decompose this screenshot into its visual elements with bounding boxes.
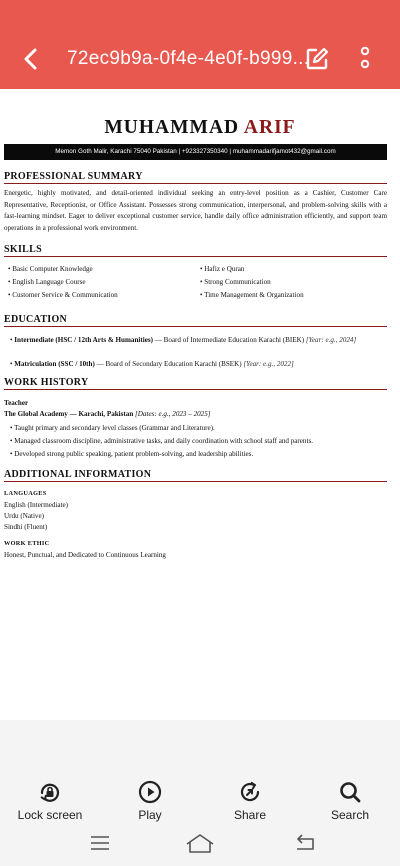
document-title: 72ec9b9a-0f4e-4e0f-b999... xyxy=(67,48,310,69)
skills-heading: SKILLS xyxy=(4,244,387,257)
first-name: MUHAMMAD xyxy=(104,117,240,138)
ethic-text: Honest, Punctual, and Dedicated to Continuous Learning xyxy=(4,551,166,559)
skill-item: • Time Management & Organization xyxy=(200,291,304,299)
education-item: • Intermediate (HSC / 12th Arts & Humanities) — Board of Intermediate Education Karachi (BIEK) [Year: e.g., 2024] xyxy=(10,336,357,344)
skill-item: • English Language Course xyxy=(8,278,86,286)
summary-text: Energetic, highly motivated, and detail-oriented individual seeking an entry-level position as a Cashier, Customer Care Representative, Receptionist, or Office Assistant. Possesses strong communication, interpersonal, and problem-solving skills with a fast-learning mindset. Eager to deliver exceptional customer service, handle daily office administration efficiently, and support team operations in a professional work environment. xyxy=(4,189,387,232)
languages-heading: LANGUAGES xyxy=(4,490,47,497)
skill-item: • Hafiz e Quran xyxy=(200,265,245,273)
share-label: Share xyxy=(233,808,267,822)
duty-item: • Managed classroom discipline, administrative tasks, and daily coordination with school staff and parents. xyxy=(10,437,313,445)
lock-screen-label: Lock screen xyxy=(17,808,83,822)
search-icon xyxy=(338,780,362,804)
skill-item: • Strong Communication xyxy=(200,278,271,286)
employer: The Global Academy — Karachi, Pakistan [Dates: e.g., 2023 – 2025] xyxy=(4,410,211,418)
lock-rotation-icon xyxy=(38,780,62,804)
lock-screen-button[interactable] xyxy=(0,780,100,822)
back-nav-icon[interactable] xyxy=(285,831,325,855)
search-label: Search xyxy=(330,808,370,822)
resume-document xyxy=(0,89,400,720)
share-button[interactable] xyxy=(200,780,300,822)
skill-item: • Customer Service & Communication xyxy=(8,291,118,299)
edit-icon[interactable] xyxy=(305,47,329,71)
play-icon xyxy=(138,780,162,804)
skill-item: • Basic Computer Knowledge xyxy=(8,265,93,273)
duty-item: • Taught primary and secondary level classes (Grammar and Literature). xyxy=(10,424,215,432)
more-vert-icon[interactable] xyxy=(356,46,374,72)
education-item: • Matriculation (SSC / 10th) — Board of Secondary Education Karachi (BSEK) [Year: e.g., 2022] xyxy=(10,360,294,368)
education-heading: EDUCATION xyxy=(4,314,387,327)
bottom-toolbar xyxy=(0,720,400,866)
duty-item: • Developed strong public speaking, patient problem-solving, and leadership abilities. xyxy=(10,450,254,458)
home-icon[interactable] xyxy=(180,831,220,855)
app-bar xyxy=(0,0,400,89)
share-icon xyxy=(238,780,262,804)
play-label: Play xyxy=(138,808,162,822)
summary-heading: PROFESSIONAL SUMMARY xyxy=(4,171,387,184)
ethic-heading: WORK ETHIC xyxy=(4,540,50,547)
job-title: Teacher xyxy=(4,399,29,407)
recent-apps-icon[interactable] xyxy=(80,831,120,855)
work-heading: WORK HISTORY xyxy=(4,377,387,390)
additional-heading: ADDITIONAL INFORMATION xyxy=(4,469,387,482)
back-arrow-icon[interactable] xyxy=(20,46,42,72)
contact-bar: Memon Goth Malir, Karachi 75040 Pakistan | +923327350340 | muhammadarifjamot432@gmail.com xyxy=(4,144,387,160)
language-item: Urdu (Native) xyxy=(4,512,44,520)
play-button[interactable] xyxy=(100,780,200,822)
resume-name xyxy=(0,117,400,139)
language-item: English (Intermediate) xyxy=(4,501,69,509)
language-item: Sindhi (Fluent) xyxy=(4,523,48,531)
last-name: ARIF xyxy=(243,117,296,138)
search-button[interactable] xyxy=(300,780,400,822)
